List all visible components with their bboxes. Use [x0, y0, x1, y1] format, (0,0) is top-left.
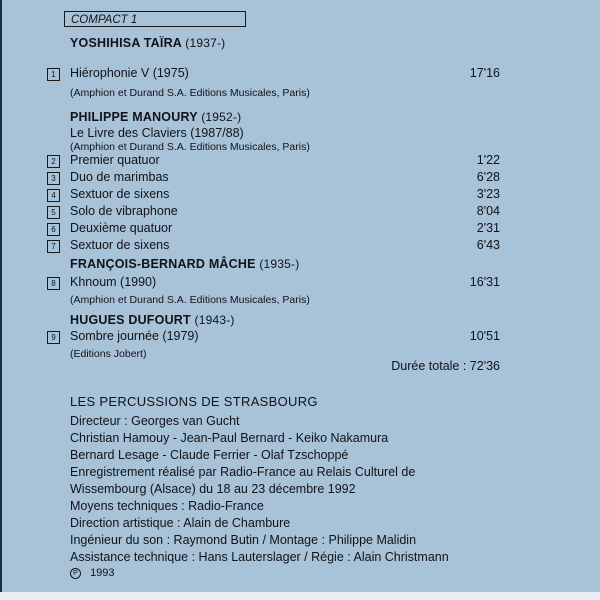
composer-name	[70, 110, 241, 124]
composer-years: (1937-)	[185, 36, 226, 50]
copyright-year: 1993	[90, 567, 115, 579]
track-number: 4	[47, 189, 60, 202]
bottom-edge	[0, 592, 600, 600]
credit-line: Direction artistique : Alain de Chambure	[70, 516, 291, 530]
track-number: 6	[47, 223, 60, 236]
track-duration: 3'23	[476, 187, 500, 201]
track-title: Solo de vibraphone	[70, 204, 178, 218]
compact-label: COMPACT 1	[64, 11, 246, 27]
track-duration: 1'22	[476, 153, 500, 167]
track-title: Sombre journée (1979)	[70, 329, 199, 343]
track-title: Premier quatuor	[70, 153, 160, 167]
phonogram-icon: P	[70, 568, 81, 579]
publisher-note: (Amphion et Durand S.A. Editions Musicales, Paris)	[70, 294, 310, 306]
track-title: Hiérophonie V (1975)	[70, 66, 189, 80]
composer-name-text: YOSHIHISA TAÏRA	[70, 36, 182, 50]
track-number: 9	[47, 331, 60, 344]
credit-line: Assistance technique : Hans Lauterslager / Régie : Alain Christmann	[70, 550, 449, 564]
composer-years: (1935-)	[259, 257, 300, 271]
credit-line: Wissembourg (Alsace) du 18 au 23 décembre 1992	[70, 482, 356, 496]
total-duration: Durée totale : 72'36	[391, 359, 500, 373]
track-number: 5	[47, 206, 60, 219]
composer-name	[70, 313, 235, 327]
track-title: Sextuor de sixens	[70, 238, 170, 252]
credit-line: Bernard Lesage - Claude Ferrier - Olaf Tzschoppé	[70, 448, 349, 462]
track-number: 7	[47, 240, 60, 253]
left-edge-shadow	[0, 0, 2, 600]
track-duration: 16'31	[469, 275, 500, 289]
track-duration: 2'31	[476, 221, 500, 235]
publisher-note: (Amphion et Durand S.A. Editions Musicales, Paris)	[70, 87, 310, 99]
credit-line: Christian Hamouy - Jean-Paul Bernard - Keiko Nakamura	[70, 431, 389, 445]
composer-name-text: FRANÇOIS-BERNARD MÂCHE	[70, 257, 256, 271]
credit-line: Directeur : Georges van Gucht	[70, 414, 240, 428]
composer-years: (1943-)	[194, 313, 235, 327]
track-duration: 17'16	[469, 66, 500, 80]
composer-name	[70, 36, 225, 50]
track-duration: 6'43	[476, 238, 500, 252]
track-duration: 6'28	[476, 170, 500, 184]
track-duration: 8'04	[476, 204, 500, 218]
ensemble-name: LES PERCUSSIONS DE STRASBOURG	[70, 394, 318, 409]
composer-name-text: PHILIPPE MANOURY	[70, 110, 198, 124]
copyright-line	[70, 567, 115, 579]
composer-name-text: HUGUES DUFOURT	[70, 313, 191, 327]
track-number: 2	[47, 155, 60, 168]
track-title: Sextuor de sixens	[70, 187, 170, 201]
publisher-note: (Editions Jobert)	[70, 348, 147, 360]
composer-name	[70, 257, 299, 271]
credit-line: Ingénieur du son : Raymond Butin / Montage : Philippe Malidin	[70, 533, 417, 547]
work-title: Le Livre des Claviers (1987/88)	[70, 126, 244, 140]
track-duration: 10'51	[469, 329, 500, 343]
track-number: 8	[47, 277, 60, 290]
track-number: 1	[47, 68, 60, 81]
composer-years: (1952-)	[201, 110, 242, 124]
credit-line: Enregistrement réalisé par Radio-France au Relais Culturel de	[70, 465, 416, 479]
track-title: Deuxième quatuor	[70, 221, 173, 235]
credit-line: Moyens techniques : Radio-France	[70, 499, 264, 513]
track-number: 3	[47, 172, 60, 185]
track-title: Duo de marimbas	[70, 170, 169, 184]
track-title: Khnoum (1990)	[70, 275, 157, 289]
publisher-note: (Amphion et Durand S.A. Editions Musicales, Paris)	[70, 141, 310, 153]
